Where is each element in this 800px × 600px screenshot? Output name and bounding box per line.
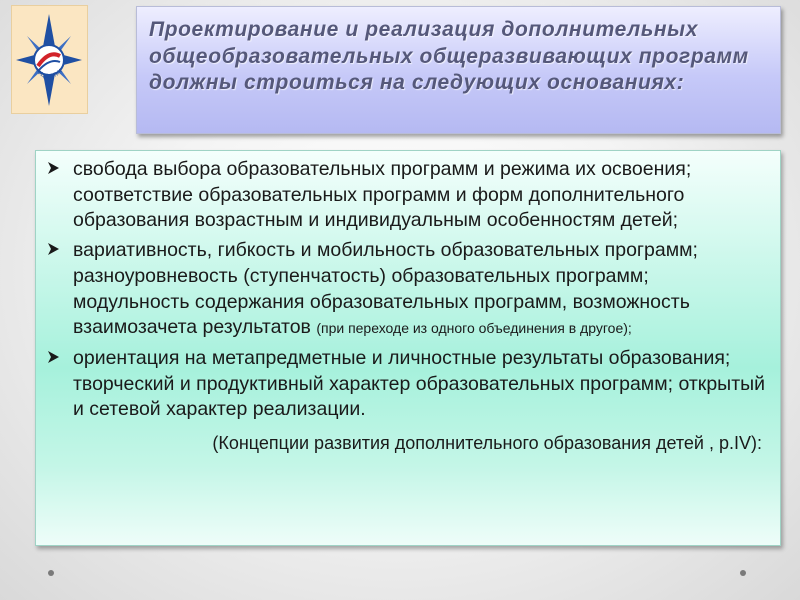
prev-slide-dot[interactable] [48, 570, 54, 576]
slide-title: Проектирование и реализация дополнительных общеобразовательных общеразвивающих программ должны строиться на следующих основаниях: [149, 18, 749, 94]
arrow-bullet-icon [48, 162, 59, 174]
compass-rose-emblem-icon [12, 6, 87, 113]
bullet-note: (при переходе из одного объединения в другое); [316, 320, 632, 337]
bullet-item [46, 346, 770, 423]
bullet-item [46, 238, 770, 342]
citation-text: (Концепции развития дополнительного образования детей , р.IV): [212, 433, 762, 454]
content-panel [35, 150, 781, 546]
title-panel [136, 6, 781, 134]
arrow-bullet-icon [48, 243, 59, 255]
bullet-text: ориентация на метапредметные и личностные результаты образования; творческий и продуктивный характер образовательных программ; открытый и сетевой характер реализации. [73, 346, 766, 421]
bullet-text: вариативность, гибкость и мобильность образовательных программ; разноуровневость (ступенчатость) образовательных программ; модульность содержания образовательных программ, возможность взаимозачета результатов [73, 239, 698, 339]
bullet-text: свобода выбора образовательных программ и режима их освоения; соответствие образовательных программ и форм дополнительного образования возрастным и индивидуальным особенностям детей; [73, 158, 692, 232]
next-slide-dot[interactable] [740, 570, 746, 576]
bullet-item [46, 157, 770, 234]
arrow-bullet-icon [48, 351, 59, 363]
logo-text: ФЦДЮТиК [35, 68, 64, 81]
logo-panel [11, 5, 88, 114]
